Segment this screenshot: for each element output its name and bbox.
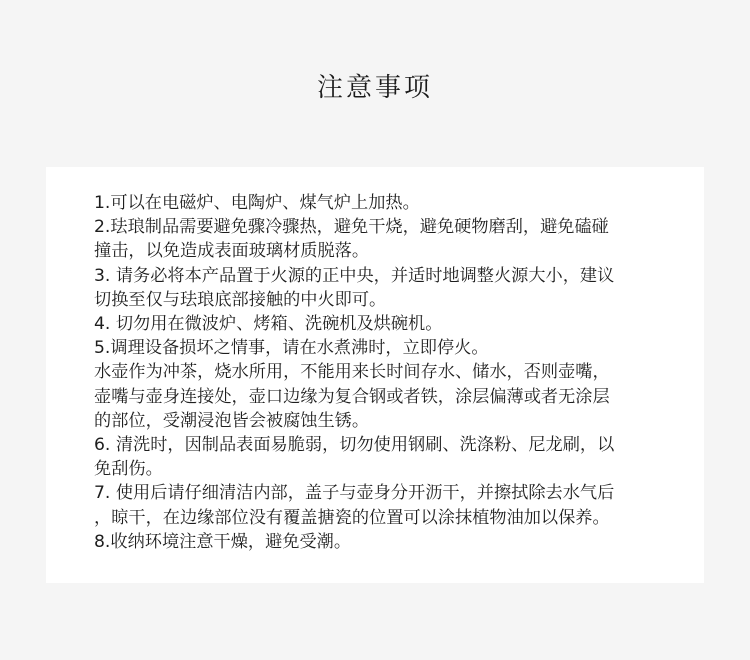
notice-line: 1.可以在电磁炉、电陶炉、煤气炉上加热。	[94, 193, 420, 213]
notice-card	[46, 167, 704, 583]
notice-line: 7. 使用后请仔细清洁内部，盖子与壶身分开沥干，并擦拭除去水气后	[94, 483, 615, 504]
notice-line: 免刮伤。	[94, 459, 163, 480]
notice-content	[94, 191, 664, 554]
page-title: 注意事项	[316, 73, 433, 103]
notice-line: 水壶作为冲茶，烧水所用，不能用来长时间存水、储水，否则壶嘴，	[94, 362, 610, 383]
notice-line: 切换至仅与珐琅底部接触的中火即可。	[94, 289, 387, 310]
notice-line: ，晾干，在边缘部位没有覆盖搪瓷的位置可以涂抹植物油加以保养。	[94, 507, 610, 528]
notice-line: 2.珐琅制品需要避免骤冷骤热，避免干烧，避免硬物磨刮，避免磕碰	[94, 217, 609, 238]
notice-line: 3. 请务必将本产品置于火源的正中央，并适时地调整火源大小，建议	[94, 265, 615, 286]
notice-line: 的部位，受潮浸泡皆会被腐蚀生锈。	[94, 410, 370, 431]
notice-line: 8.收纳环境注意干燥，避免受潮。	[94, 531, 352, 552]
notice-line: 壶嘴与壶身连接处，壶口边缘为复合钢或者铁，涂层偏薄或者无涂层	[94, 386, 610, 407]
notice-line: 4. 切勿用在微波炉、烤箱、洗碗机及烘碗机。	[94, 314, 443, 335]
notice-line: 6. 清洗时，因制品表面易脆弱，切勿使用钢刷、洗涤粉、尼龙刷，以	[94, 435, 615, 456]
notice-line: 撞击，以免造成表面玻璃材质脱落。	[94, 241, 370, 262]
notice-line: 5.调理设备损坏之情事，请在水煮沸时，立即停火。	[94, 338, 489, 359]
